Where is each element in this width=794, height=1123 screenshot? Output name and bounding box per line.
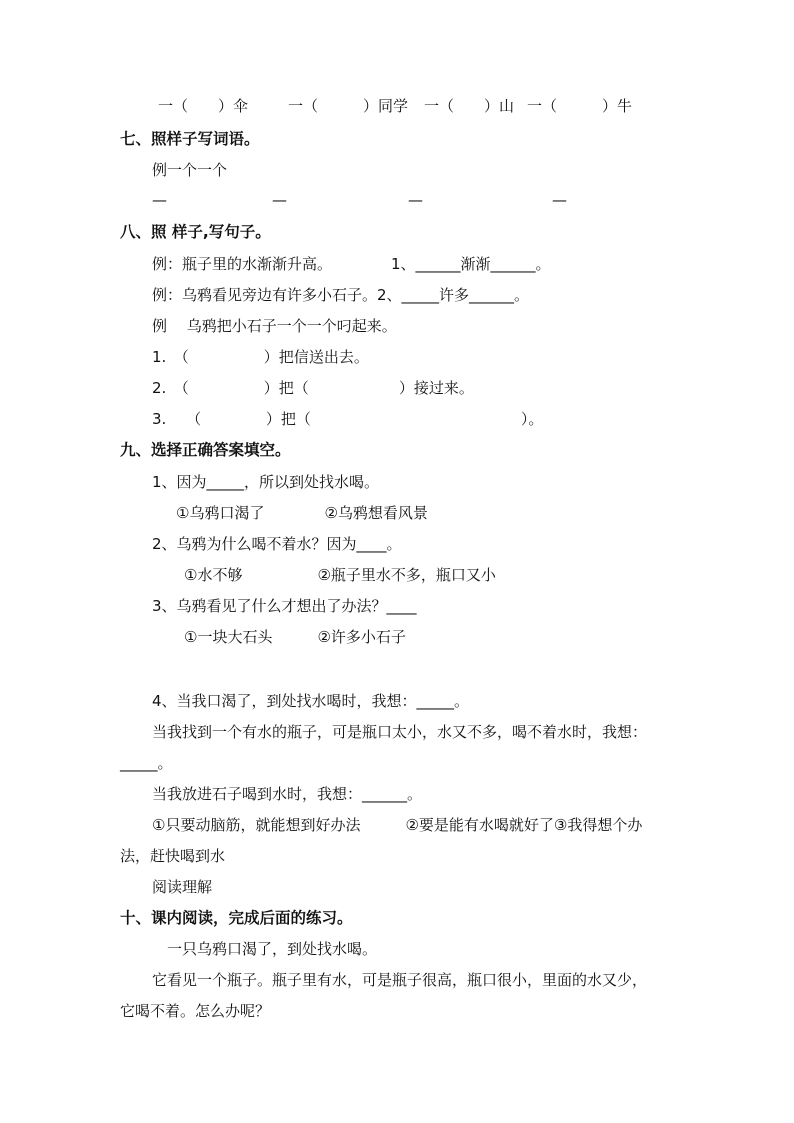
- reading-label: 阅读理解: [152, 878, 213, 896]
- section-9-question-4: 4、当我口渴了，到处找水喝时，我想：_____。: [152, 692, 470, 710]
- measure-word-3: 一（ ）山: [424, 97, 515, 115]
- measure-word-4: 一（ ）牛: [527, 97, 633, 115]
- passage-paragraph-1: 一只乌鸦口渴了，到处找水喝。: [152, 940, 378, 958]
- measure-word-2: 一（ ）同学: [288, 97, 409, 115]
- passage-paragraph-2-line-2: 它喝不着。怎么办呢？: [120, 1002, 271, 1020]
- section-8-example-3: 例 乌鸦把小石子一个一个叼起来。: [152, 317, 397, 335]
- blank-dash-2: —: [272, 191, 287, 209]
- section-8-example-1: 例：瓶子里的水渐渐升高。: [152, 255, 333, 273]
- section-8-question-1: 1. （ ）把信送出去。: [152, 348, 369, 366]
- section-9-q4-line-2: _____。: [120, 754, 173, 772]
- section-8-question-2: 2. （ ）把（ ）接过来。: [152, 379, 474, 397]
- section-7-example: 例一个一个: [152, 161, 228, 179]
- section-9-options-1: ①乌鸦口渴了 ②乌鸦想看风景: [176, 504, 428, 522]
- section-9-question-3: 3、乌鸦看见了什么才想出了办法？____: [152, 597, 417, 615]
- section-9-q4-options-2: 法，赶快喝到水: [120, 847, 226, 865]
- section-9-q4-line-1: 当我找到一个有水的瓶子，可是瓶口太小，水又不多，喝不着水时，我想：: [152, 723, 648, 741]
- section-9-heading: 九、选择正确答案填空。: [120, 441, 291, 459]
- blank-dash-4: —: [552, 191, 567, 209]
- blank-dash-3: —: [408, 191, 423, 209]
- section-10-heading: 十、课内阅读，完成后面的练习。: [120, 909, 353, 927]
- section-9-options-2: ①水不够 ②瓶子里水不多，瓶口又小: [184, 566, 496, 584]
- section-8-answer-1: 1、______渐渐______。: [391, 255, 551, 273]
- section-9-options-3: ①一块大石头 ②许多小石子: [184, 628, 406, 646]
- blank-dash-1: —: [152, 191, 167, 209]
- section-9-q4-line-3: 当我放进石子喝到水时，我想：______。: [152, 785, 423, 803]
- passage-paragraph-2-line-1: 它看见一个瓶子。瓶子里有水，可是瓶子很高，瓶口很小，里面的水又少，: [152, 971, 648, 989]
- section-9-question-2: 2、乌鸦为什么喝不着水？因为____。: [152, 535, 402, 553]
- measure-word-1: 一（ ）伞: [158, 97, 249, 115]
- section-9-q4-options-1: ①只要动脑筋，就能想到好办法 ②要是能有水喝就好了③我得想个办: [152, 816, 643, 834]
- section-9-question-1: 1、因为_____，所以到处找水喝。: [152, 473, 380, 491]
- section-7-heading: 七、照样子写词语。: [120, 130, 260, 148]
- section-8-heading: 八、照 样子,写句子。: [120, 223, 271, 241]
- section-8-question-3: 3. （ ）把（ ）。: [152, 410, 544, 428]
- section-8-example-2: 例：乌鸦看见旁边有许多小石子。2、_____许多______。: [152, 286, 530, 304]
